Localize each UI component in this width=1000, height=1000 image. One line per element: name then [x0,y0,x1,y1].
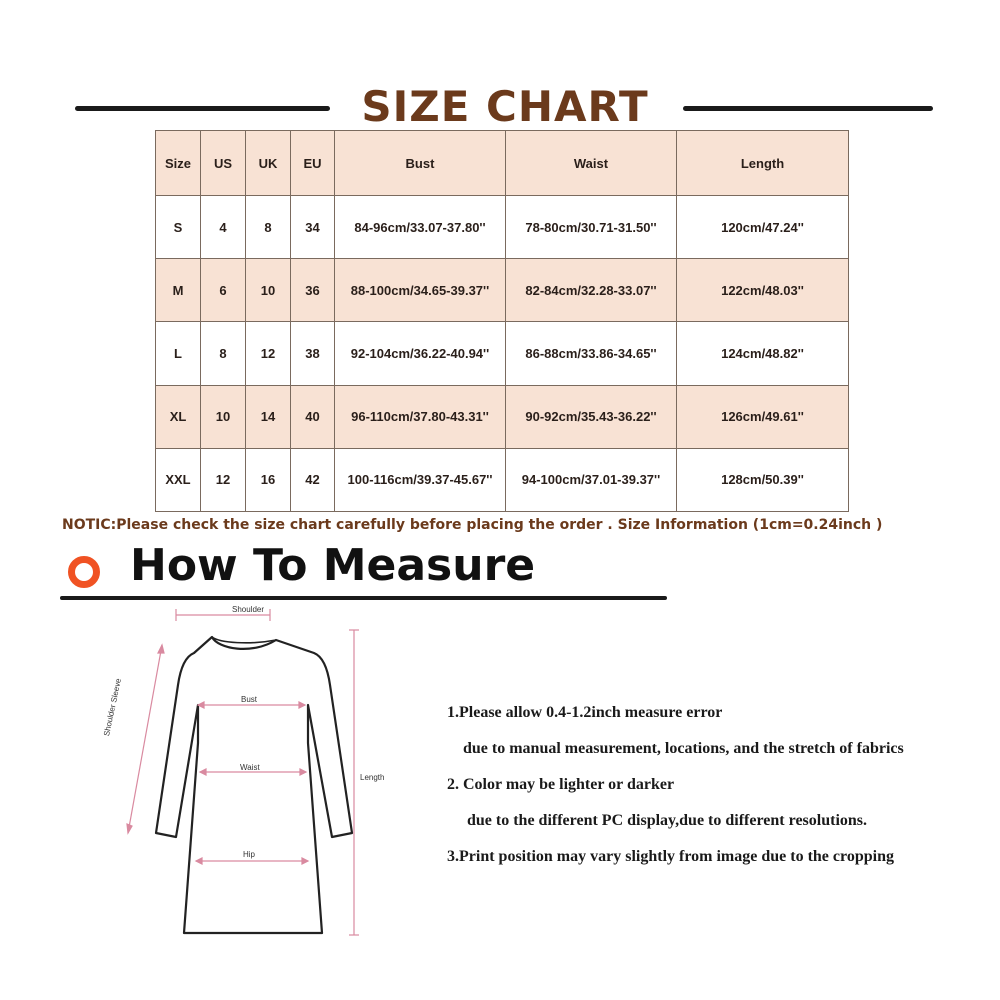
table-row [156,322,849,385]
cell-waist: 82-84cm/32.28-33.07'' [506,259,677,322]
header-waist: Waist [506,131,677,196]
cell-us: 12 [201,448,246,511]
size-chart-title: SIZE CHART [361,82,649,131]
cell-eu: 42 [291,448,335,511]
cell-length: 122cm/48.03'' [677,259,849,322]
hip-label: Hip [243,850,256,859]
cell-uk: 10 [246,259,291,322]
note-3: 3.Print position may vary slightly from image due to the cropping [447,848,894,865]
title-rule-left [75,106,330,111]
cell-size: XXL [156,448,201,511]
table-row [156,385,849,448]
cell-size: M [156,259,201,322]
header-uk: UK [246,131,291,196]
cell-bust: 88-100cm/34.65-39.37'' [335,259,506,322]
header-size: Size [156,131,201,196]
cell-uk: 16 [246,448,291,511]
header-eu: EU [291,131,335,196]
table-row [156,448,849,511]
header-us: US [201,131,246,196]
cell-waist: 78-80cm/30.71-31.50'' [506,196,677,259]
cell-eu: 40 [291,385,335,448]
cell-uk: 8 [246,196,291,259]
header-bust: Bust [335,131,506,196]
note-1: 1.Please allow 0.4-1.2inch measure error [447,704,723,721]
cell-bust: 100-116cm/39.37-45.67'' [335,448,506,511]
cell-bust: 92-104cm/36.22-40.94'' [335,322,506,385]
cell-eu: 34 [291,196,335,259]
size-table [155,130,849,512]
cell-us: 10 [201,385,246,448]
shoulder-label: Shoulder [232,605,265,614]
cell-us: 6 [201,259,246,322]
size-notice: NOTIC:Please check the size chart carefully before placing the order . Size Information (1cm=0.24inch ) [62,517,883,533]
cell-length: 128cm/50.39'' [677,448,849,511]
cell-eu: 38 [291,322,335,385]
header-length: Length [677,131,849,196]
cell-size: XL [156,385,201,448]
cell-waist: 90-92cm/35.43-36.22'' [506,385,677,448]
title-rule-right [683,106,933,111]
cell-size: L [156,322,201,385]
circle-ring-icon [68,556,100,588]
cell-size: S [156,196,201,259]
cell-length: 124cm/48.82'' [677,322,849,385]
cell-us: 8 [201,322,246,385]
note-2: 2. Color may be lighter or darker [447,776,675,793]
cell-length: 126cm/49.61'' [677,385,849,448]
dress-icon [100,595,400,950]
table-header-row [156,131,849,196]
table-row [156,259,849,322]
cell-uk: 14 [246,385,291,448]
cell-length: 120cm/47.24'' [677,196,849,259]
cell-bust: 84-96cm/33.07-37.80'' [335,196,506,259]
bust-label: Bust [241,695,258,704]
how-to-measure-heading: How To Measure [130,540,536,591]
shoulder-sleeve-label: Shoulder Sleeve [102,677,124,737]
cell-uk: 12 [246,322,291,385]
cell-us: 4 [201,196,246,259]
waist-label: Waist [240,763,260,772]
cell-waist: 94-100cm/37.01-39.37'' [506,448,677,511]
note-1-detail: due to manual measurement, locations, and the stretch of fabrics [463,740,904,757]
cell-eu: 36 [291,259,335,322]
length-label: Length [360,773,385,782]
table-row [156,196,849,259]
note-2-detail: due to the different PC display,due to different resolutions. [467,812,868,829]
cell-bust: 96-110cm/37.80-43.31'' [335,385,506,448]
cell-waist: 86-88cm/33.86-34.65'' [506,322,677,385]
